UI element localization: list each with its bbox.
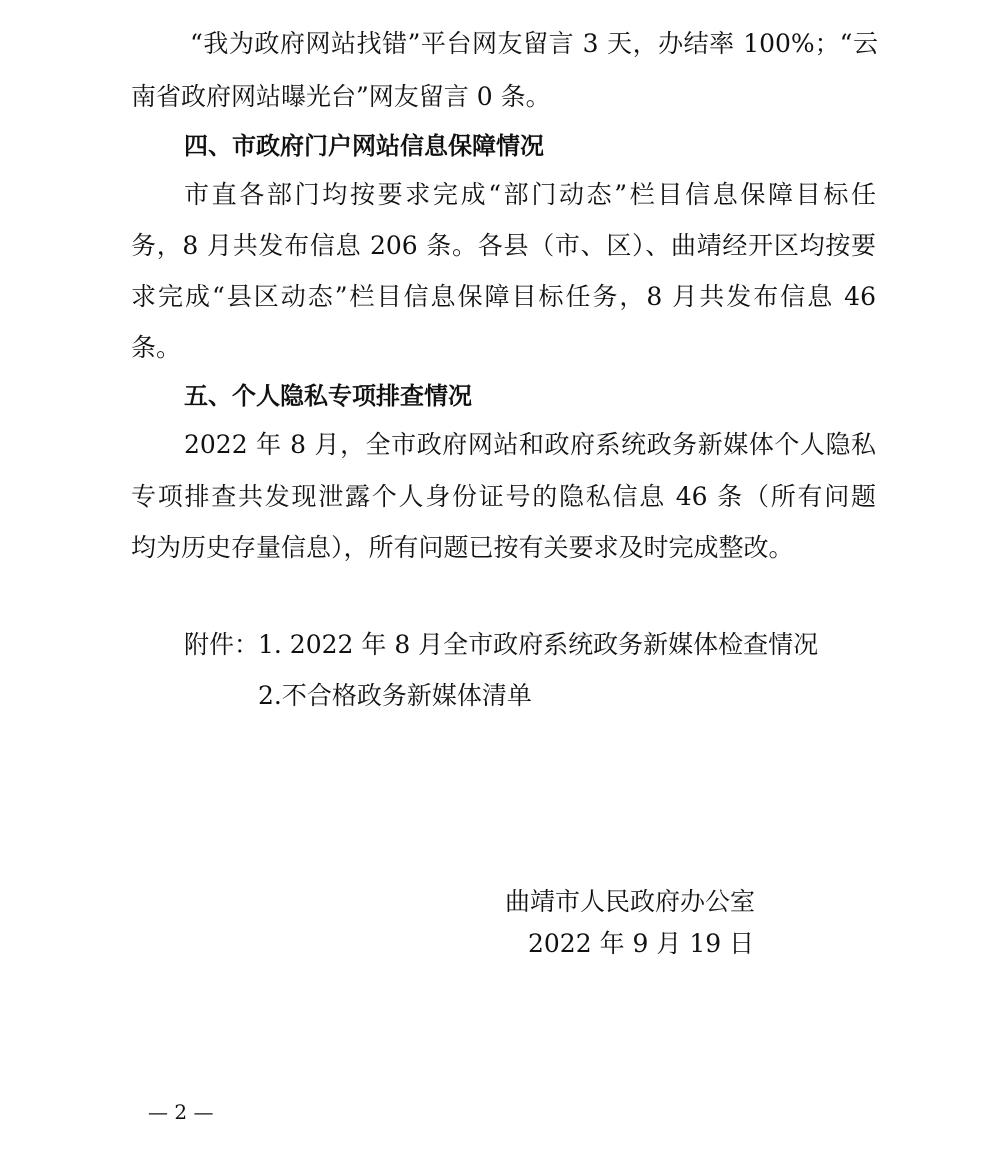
paragraph-line: 专项排查共发现泄露个人身份证号的隐私信息 46 条（所有问题 xyxy=(131,482,876,511)
signature-office: 曲靖市人民政府办公室 xyxy=(505,887,756,916)
section-heading: 四、市政府门户网站信息保障情况 xyxy=(184,132,544,160)
attachments-label: 附件： xyxy=(184,630,260,659)
paragraph-line: 务，8 月共发布信息 206 条。各县（市、区）、曲靖经开区均按要 xyxy=(131,231,876,260)
paragraph-line: 2022 年 8 月，全市政府网站和政府系统政务新媒体个人隐私 xyxy=(184,430,876,459)
signature-date: 2022 年 9 月 19 日 xyxy=(528,929,755,958)
attachment-item: 1. 2022 年 8 月全市政府系统政务新媒体检查情况 xyxy=(258,630,819,659)
paragraph-line: 南省政府网站曝光台”网友留言 0 条。 xyxy=(131,82,551,111)
paragraph-line: 求完成“县区动态”栏目信息保障目标任务，8 月共发布信息 46 xyxy=(131,282,876,311)
paragraph-line: 均为历史存量信息），所有问题已按有关要求及时完成整改。 xyxy=(131,533,794,562)
paragraph-line: 条。 xyxy=(131,333,182,362)
page-number: — 2 — xyxy=(148,1100,214,1124)
section-heading: 五、个人隐私专项排查情况 xyxy=(184,382,472,410)
paragraph-line: “我为政府网站找错”平台网友留言 3 天，办结率 100%；“云 xyxy=(190,29,878,58)
attachment-item: 2.不合格政务新媒体清单 xyxy=(258,681,532,710)
paragraph-line: 市直各部门均按要求完成“部门动态”栏目信息保障目标任 xyxy=(184,180,876,209)
